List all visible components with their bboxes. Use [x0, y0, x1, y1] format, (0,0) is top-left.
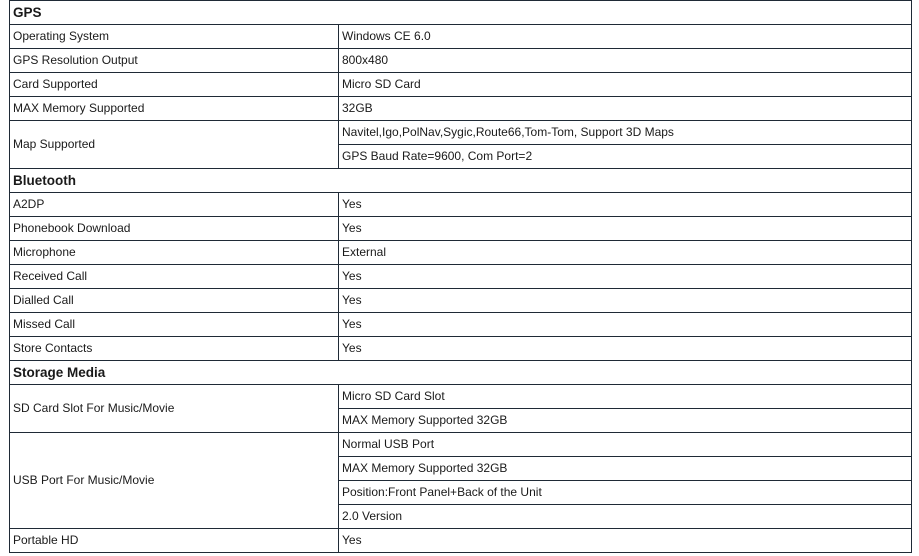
spec-value: Yes [339, 313, 912, 337]
spec-row [10, 433, 912, 457]
spec-value: Yes [339, 217, 912, 241]
spec-table [9, 0, 912, 553]
spec-table-body [10, 1, 912, 553]
spec-row [10, 121, 912, 145]
spec-label: Card Supported [10, 73, 339, 97]
spec-label: USB Port For Music/Movie [10, 433, 339, 529]
spec-row [10, 265, 912, 289]
spec-value: Normal USB Port [339, 433, 912, 457]
spec-label: Store Contacts [10, 337, 339, 361]
spec-row [10, 385, 912, 409]
spec-label: Portable HD [10, 529, 339, 553]
spec-value: 32GB [339, 97, 912, 121]
spec-value: Navitel,Igo,PolNav,Sygic,Route66,Tom-Tom, Support 3D Maps [339, 121, 912, 145]
spec-label: Phonebook Download [10, 217, 339, 241]
spec-value: 2.0 Version [339, 505, 912, 529]
spec-label: A2DP [10, 193, 339, 217]
spec-row [10, 313, 912, 337]
spec-value: Yes [339, 289, 912, 313]
section-title: Bluetooth [10, 169, 912, 193]
spec-value: External [339, 241, 912, 265]
spec-row [10, 25, 912, 49]
section-header-row [10, 361, 912, 385]
spec-row [10, 217, 912, 241]
spec-value: Position:Front Panel+Back of the Unit [339, 481, 912, 505]
spec-value: Yes [339, 337, 912, 361]
spec-row [10, 97, 912, 121]
spec-row [10, 241, 912, 265]
spec-label: Dialled Call [10, 289, 339, 313]
spec-value: Yes [339, 193, 912, 217]
spec-row [10, 529, 912, 553]
spec-label: Received Call [10, 265, 339, 289]
spec-value: Yes [339, 529, 912, 553]
spec-label: Microphone [10, 241, 339, 265]
spec-row [10, 193, 912, 217]
spec-value: Yes [339, 265, 912, 289]
spec-row [10, 49, 912, 73]
spec-label: SD Card Slot For Music/Movie [10, 385, 339, 433]
spec-value: 800x480 [339, 49, 912, 73]
section-header-row [10, 169, 912, 193]
section-title: Storage Media [10, 361, 912, 385]
section-header-row [10, 1, 912, 25]
spec-value: MAX Memory Supported 32GB [339, 409, 912, 433]
spec-label: Operating System [10, 25, 339, 49]
spec-value: Micro SD Card [339, 73, 912, 97]
spec-value: MAX Memory Supported 32GB [339, 457, 912, 481]
spec-value: Micro SD Card Slot [339, 385, 912, 409]
spec-row [10, 289, 912, 313]
spec-label: GPS Resolution Output [10, 49, 339, 73]
spec-value: Windows CE 6.0 [339, 25, 912, 49]
spec-label: Map Supported [10, 121, 339, 169]
spec-row [10, 73, 912, 97]
spec-row [10, 337, 912, 361]
spec-label: MAX Memory Supported [10, 97, 339, 121]
spec-label: Missed Call [10, 313, 339, 337]
section-title: GPS [10, 1, 912, 25]
spec-value: GPS Baud Rate=9600, Com Port=2 [339, 145, 912, 169]
